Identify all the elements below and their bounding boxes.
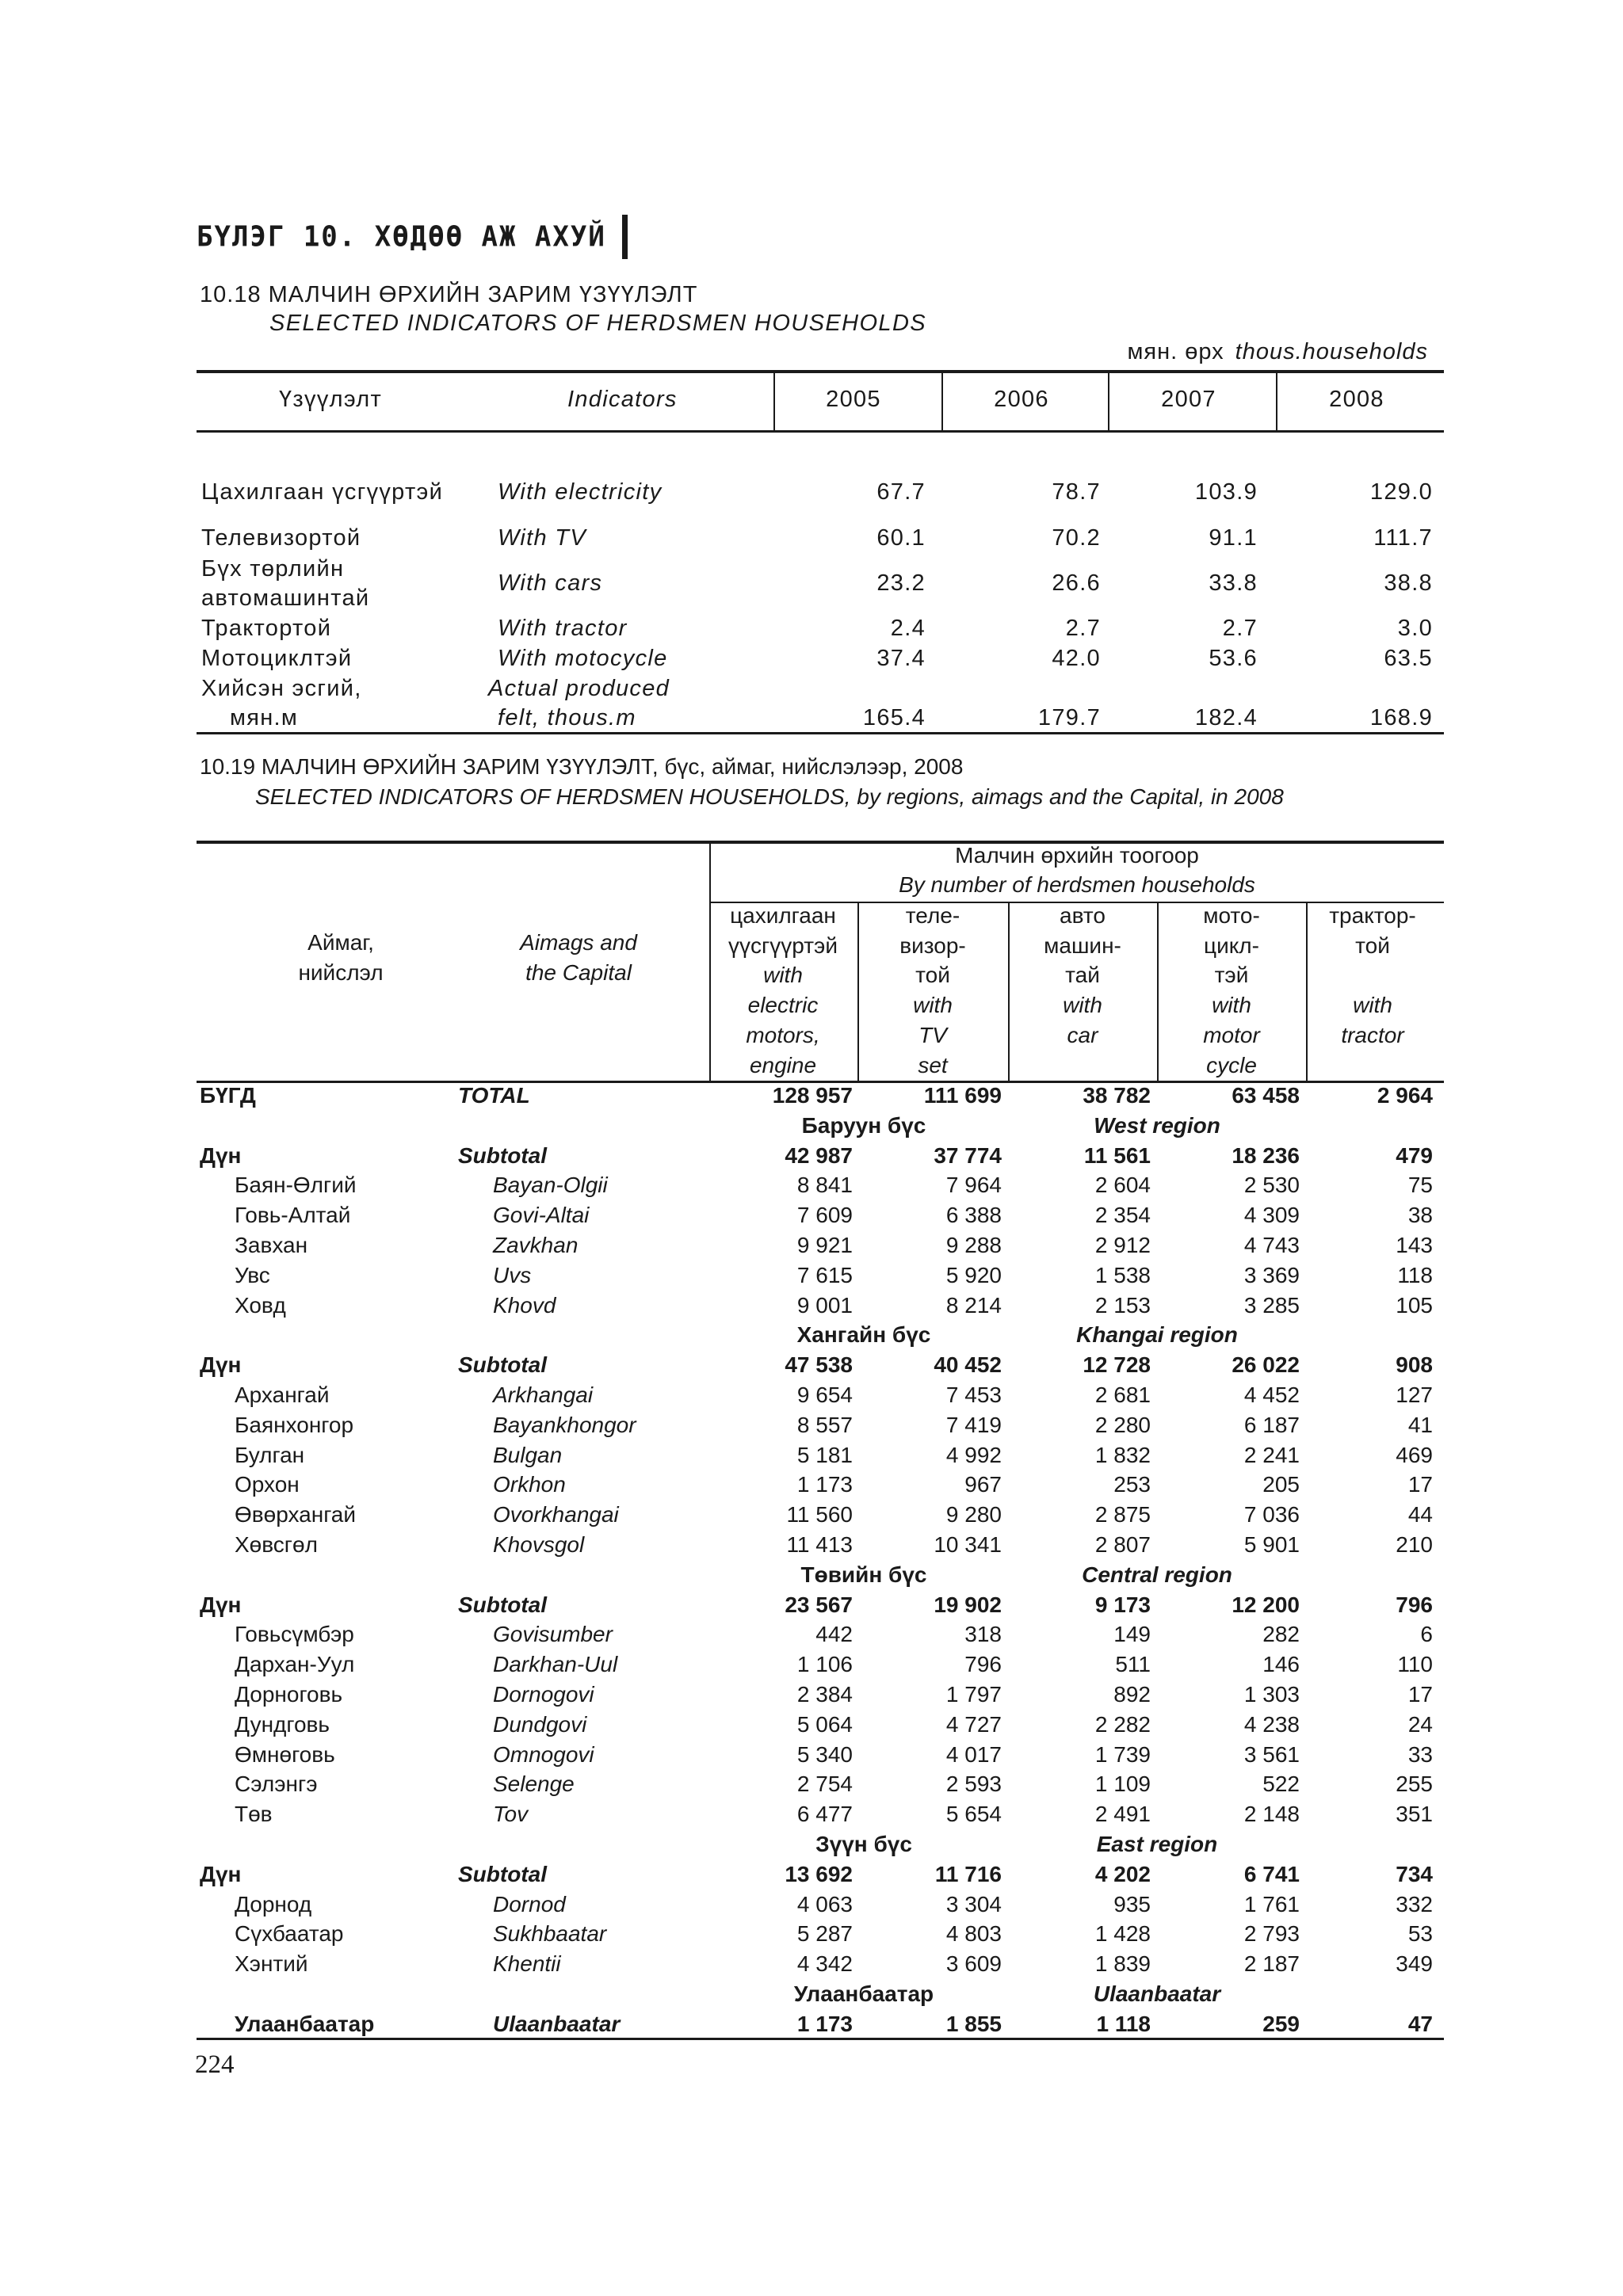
indicator-value: 3.0 <box>1397 616 1433 641</box>
table-cell-value: 53 <box>1407 1921 1433 1946</box>
column-header-line: цикл- <box>1204 933 1259 958</box>
indicator-value: 179.7 <box>1037 705 1101 730</box>
aimag-name-mn: Архангай <box>235 1383 330 1407</box>
table-cell-value: 105 <box>1396 1293 1433 1318</box>
table1-top-rule <box>197 370 1444 373</box>
aimag-name-en: Ovorkhangai <box>493 1502 619 1527</box>
region-name-en: Ulaanbaatar <box>1093 1981 1221 2006</box>
table-cell-value: 9 288 <box>945 1233 1002 1257</box>
table-cell-value: 11 560 <box>786 1502 853 1527</box>
header-year: 2006 <box>994 387 1049 412</box>
indicator-value: 2.7 <box>1222 616 1258 641</box>
table-cell-value: 47 538 <box>785 1352 853 1377</box>
indicator-value: 78.7 <box>1052 479 1101 505</box>
column-header-line: with <box>1063 993 1102 1017</box>
table-cell-value: 12 728 <box>1083 1352 1151 1377</box>
aimag-name-mn: Дархан-Уул <box>235 1652 355 1676</box>
subtotal-label-en: Subtotal <box>458 1143 547 1168</box>
table-cell-value: 2 793 <box>1243 1921 1300 1946</box>
table-cell-value: 24 <box>1407 1712 1433 1737</box>
aimag-name-en: Omnogovi <box>493 1742 594 1767</box>
aimag-name-mn: Говьсүмбэр <box>235 1622 354 1646</box>
table-cell-value: 5 064 <box>796 1712 853 1737</box>
table-cell-value: 2 280 <box>1094 1413 1151 1437</box>
table-cell-value: 47 <box>1407 2012 1433 2036</box>
header-group-en: By number of herdsmen households <box>899 872 1255 897</box>
table-cell-value: 796 <box>1396 1592 1433 1617</box>
table-cell-value: 1 109 <box>1094 1772 1151 1796</box>
table-cell-value: 1 106 <box>796 1652 853 1676</box>
indicator-label-en: With electricity <box>498 479 663 505</box>
indicator-value: 23.2 <box>876 570 926 596</box>
aimag-name-mn: Өвөрхангай <box>235 1502 357 1527</box>
table-cell-value: 479 <box>1396 1143 1433 1168</box>
aimag-name-en: Dornod <box>493 1892 566 1917</box>
table-cell-value: 2 681 <box>1094 1383 1151 1407</box>
table-cell-value: 522 <box>1262 1772 1300 1796</box>
table-cell-value: 351 <box>1396 1802 1433 1826</box>
table-cell-value: 4 238 <box>1243 1712 1300 1737</box>
indicator-label-en: With cars <box>498 570 603 596</box>
page-number: 224 <box>195 2050 235 2079</box>
table-cell-value: 1 839 <box>1094 1951 1151 1976</box>
table-cell-value: 7 419 <box>945 1413 1002 1437</box>
region-name-mn: Зүүн бүс <box>815 1832 912 1856</box>
indicator-value: 26.6 <box>1052 570 1101 596</box>
table-cell-value: 442 <box>815 1622 853 1646</box>
table-cell-value: 9 654 <box>796 1383 853 1407</box>
indicator-value: 111.7 <box>1373 525 1433 551</box>
indicator-value: 168.9 <box>1369 705 1433 730</box>
table-cell-value: 10 341 <box>934 1532 1002 1557</box>
aimag-name-mn: Сэлэнгэ <box>235 1772 318 1796</box>
chapter-header <box>197 214 628 260</box>
subtotal-label-en: Subtotal <box>458 1862 547 1886</box>
table-cell-value: 2 593 <box>945 1772 1002 1796</box>
table-cell-value: 7 453 <box>945 1383 1002 1407</box>
table-cell-value: 6 187 <box>1243 1413 1300 1437</box>
region-name-en: Central region <box>1082 1562 1232 1587</box>
indicator-label-en: With tractor <box>498 616 628 641</box>
column-header-line: тай <box>1065 963 1100 987</box>
column-header-line: tractor <box>1341 1023 1404 1047</box>
table-cell-value: 1 761 <box>1243 1892 1300 1917</box>
table-cell-value: 11 413 <box>786 1532 853 1557</box>
table-cell-value: 7 964 <box>945 1173 1002 1197</box>
table-cell-value: 332 <box>1396 1892 1433 1917</box>
table-cell-value: 5 181 <box>796 1443 853 1467</box>
header-year: 2005 <box>826 387 881 412</box>
column-header-line: цахилгаан <box>730 903 836 928</box>
aimag-name-en: Arkhangai <box>493 1383 594 1407</box>
aimag-name-en: Dornogovi <box>493 1682 594 1707</box>
table-cell-value: 3 304 <box>945 1892 1002 1917</box>
column-header-line: motor <box>1203 1023 1260 1047</box>
column-header-line: car <box>1067 1023 1098 1047</box>
indicator-value: 38.8 <box>1384 570 1433 596</box>
table-cell-value: 3 285 <box>1243 1293 1300 1318</box>
table1-subtitle: SELECTED INDICATORS OF HERDSMEN HOUSEHOLDS <box>269 311 927 336</box>
aimag-name-en: Selenge <box>493 1772 575 1796</box>
aimag-name-mn: Хөвсгөл <box>235 1532 318 1557</box>
table-cell-value: 9 001 <box>796 1293 853 1318</box>
aimag-name-mn: Баянхонгор <box>235 1413 354 1437</box>
table-cell-value: 146 <box>1262 1652 1300 1676</box>
aimag-name-mn: Ховд <box>235 1293 286 1318</box>
table-cell-value: 3 369 <box>1243 1263 1300 1287</box>
indicator-label-en-cont: felt, thous.m <box>498 705 636 730</box>
table-cell-value: 4 202 <box>1094 1862 1151 1886</box>
table2-title: 10.19 МАЛЧИН ӨРХИЙН ЗАРИМ ҮЗҮҮЛЭЛТ, бүс, аймаг, нийслэлээр, 2008 <box>200 754 964 779</box>
indicator-label-en: With TV <box>498 525 586 551</box>
table-cell-value: 6 388 <box>945 1203 1002 1227</box>
aimag-name-en: Tov <box>493 1802 529 1826</box>
table-cell-value: 511 <box>1115 1652 1151 1676</box>
aimag-name-en: Bayan-Olgii <box>493 1173 608 1197</box>
table-cell-value: 2 384 <box>796 1682 853 1707</box>
aimag-name-mn: Орхон <box>235 1472 300 1497</box>
header-aimag-mn-cont: нийслэл <box>298 960 384 985</box>
region-name-en: West region <box>1094 1113 1220 1138</box>
region-name-en: East region <box>1096 1832 1218 1856</box>
region-name-mn: Төвийн бүс <box>800 1562 927 1587</box>
capital-label-mn: Улаанбаатар <box>235 2012 375 2036</box>
aimag-name-mn: Өмнөговь <box>235 1742 335 1767</box>
table-cell-value: 17 <box>1407 1682 1433 1707</box>
aimag-name-en: Darkhan-Uul <box>493 1652 618 1676</box>
indicator-value: 2.4 <box>890 616 926 641</box>
table-cell-value: 7 036 <box>1243 1502 1300 1527</box>
table-cell-value: 2 912 <box>1094 1233 1151 1257</box>
indicator-value: 60.1 <box>876 525 926 551</box>
table-cell-value: 38 <box>1407 1203 1433 1227</box>
table-cell-value: 18 236 <box>1232 1143 1300 1168</box>
aimag-name-mn: Төв <box>235 1802 273 1826</box>
table-cell-value: 908 <box>1396 1352 1433 1377</box>
table1-units <box>1127 339 1428 365</box>
table-cell-value: 8 841 <box>796 1173 853 1197</box>
region-name-mn: Хангайн бүс <box>796 1322 931 1347</box>
column-header-line: машин- <box>1044 933 1121 958</box>
table-cell-value: 17 <box>1407 1472 1433 1497</box>
column-header-line: үүсгүүртэй <box>728 933 838 958</box>
table-cell-value: 6 741 <box>1243 1862 1300 1886</box>
aimag-name-en: Khovsgol <box>493 1532 585 1557</box>
indicator-value: 103.9 <box>1194 479 1258 505</box>
aimag-name-mn: Дорнод <box>235 1892 312 1917</box>
table-cell-value: 41 <box>1407 1413 1433 1437</box>
table-cell-value: 3 609 <box>945 1951 1002 1976</box>
table-cell-value: 1 173 <box>796 2012 853 2036</box>
table-cell-value: 4 309 <box>1243 1203 1300 1227</box>
units-mn: мян. өрх <box>1127 339 1224 364</box>
table1-bottom-rule <box>197 732 1444 734</box>
indicator-value: 91.1 <box>1209 525 1258 551</box>
table-cell-value: 1 538 <box>1094 1263 1151 1287</box>
table-cell-value: 4 063 <box>796 1892 853 1917</box>
table-cell-value: 1 118 <box>1096 2012 1151 2036</box>
column-header-line: cycle <box>1206 1053 1257 1077</box>
aimag-name-mn: Баян-Өлгий <box>235 1173 357 1197</box>
table-cell-value: 75 <box>1407 1173 1433 1197</box>
column-header-line: трактор- <box>1329 903 1416 928</box>
table-cell-value: 2 491 <box>1094 1802 1151 1826</box>
table-cell-value: 118 <box>1397 1263 1433 1287</box>
table-cell-value: 318 <box>964 1622 1002 1646</box>
aimag-name-en: Bayankhongor <box>493 1413 636 1437</box>
column-header-line: with <box>1353 993 1392 1017</box>
table-cell-value: 4 803 <box>945 1921 1002 1946</box>
table-cell-value: 44 <box>1407 1502 1433 1527</box>
column-header-line: with <box>763 963 803 987</box>
table2-bottom-rule <box>197 2038 1444 2040</box>
column-header-line: electric <box>747 993 819 1017</box>
table-cell-value: 5 920 <box>945 1263 1002 1287</box>
indicator-value: 53.6 <box>1209 646 1258 671</box>
subtotal-label-en: Subtotal <box>458 1592 547 1617</box>
table-cell-value: 255 <box>1396 1772 1433 1796</box>
table-cell-value: 3 561 <box>1243 1742 1300 1767</box>
region-name-mn: Баруун бүс <box>801 1113 926 1138</box>
aimag-name-en: Uvs <box>493 1263 532 1287</box>
table-cell-value: 4 342 <box>796 1951 853 1976</box>
indicator-value: 67.7 <box>876 479 926 505</box>
indicator-label-mn-cont: автомашинтай <box>201 585 370 611</box>
indicator-value: 33.8 <box>1209 570 1258 596</box>
column-header-line: motors, <box>746 1023 820 1047</box>
table-cell-value: 4 727 <box>945 1712 1002 1737</box>
column-header-line: with <box>1212 993 1251 1017</box>
aimag-name-mn: Булган <box>235 1443 305 1467</box>
table-cell-value: 6 477 <box>796 1802 853 1826</box>
region-name-mn: Улаанбаатар <box>793 1981 934 2006</box>
header-aimag-mn: Аймаг, <box>307 930 374 955</box>
table-cell-value: 38 782 <box>1083 1083 1151 1108</box>
aimag-name-mn: Увс <box>235 1263 270 1287</box>
column-header-line: мото- <box>1203 903 1260 928</box>
header-year: 2007 <box>1161 387 1216 412</box>
subtotal-label-mn: Дүн <box>200 1352 242 1377</box>
table-cell-value: 11 561 <box>1083 1143 1151 1168</box>
table-cell-value: 2 964 <box>1377 1083 1433 1108</box>
table-cell-value: 19 902 <box>934 1592 1002 1617</box>
region-name-en: Khangai region <box>1076 1322 1238 1347</box>
indicator-label-mn-cont: мян.м <box>230 705 299 730</box>
table-cell-value: 7 609 <box>796 1203 853 1227</box>
indicator-value: 2.7 <box>1065 616 1101 641</box>
table-cell-value: 2 875 <box>1094 1502 1151 1527</box>
indicator-label-en: Actual produced <box>488 676 670 701</box>
table-cell-value: 2 354 <box>1094 1203 1151 1227</box>
table-cell-value: 253 <box>1113 1472 1151 1497</box>
table-cell-value: 4 452 <box>1243 1383 1300 1407</box>
header-indicators-mn: Үзүүлэлт <box>279 387 383 412</box>
subtotal-label-mn: Дүн <box>200 1862 242 1886</box>
indicator-label-mn: Мотоциклтэй <box>201 646 353 671</box>
table-cell-value: 63 458 <box>1232 1083 1300 1108</box>
table-cell-value: 12 200 <box>1232 1592 1300 1617</box>
indicator-label-mn: Хийсэн эсгий, <box>201 676 362 701</box>
indicator-value: 182.4 <box>1194 705 1258 730</box>
table-cell-value: 23 567 <box>785 1592 853 1617</box>
indicator-label-en: With motocycle <box>498 646 668 671</box>
table-cell-value: 9 280 <box>945 1502 1002 1527</box>
indicator-label-mn: Бүх төрлийн <box>201 556 345 582</box>
total-label-mn: БҮГД <box>200 1083 256 1108</box>
header-year: 2008 <box>1329 387 1384 412</box>
table-cell-value: 1 173 <box>796 1472 853 1497</box>
table-cell-value: 2 807 <box>1094 1532 1151 1557</box>
table-cell-value: 37 774 <box>934 1143 1002 1168</box>
column-header-line: визор- <box>899 933 966 958</box>
header-aimag-en-cont: the Capital <box>525 960 632 985</box>
aimag-name-mn: Дундговь <box>235 1712 330 1737</box>
table-cell-value: 205 <box>1262 1472 1300 1497</box>
column-header-line: той <box>1355 933 1390 958</box>
table-cell-value: 1 797 <box>945 1682 1002 1707</box>
units-en: thous.households <box>1235 339 1428 364</box>
aimag-name-mn: Дорноговь <box>235 1682 343 1707</box>
column-header-line: тэй <box>1214 963 1249 987</box>
table-cell-value: 7 615 <box>796 1263 853 1287</box>
subtotal-label-en: Subtotal <box>458 1352 547 1377</box>
table-cell-value: 4 992 <box>945 1443 1002 1467</box>
table-cell-value: 1 303 <box>1243 1682 1300 1707</box>
aimag-name-mn: Сүхбаатар <box>235 1921 344 1946</box>
table-cell-value: 42 987 <box>785 1143 853 1168</box>
table-cell-value: 259 <box>1262 2012 1300 2036</box>
table-cell-value: 2 282 <box>1094 1712 1151 1737</box>
indicator-label-mn: Цахилгаан үсгүүртэй <box>201 479 444 505</box>
indicator-value: 70.2 <box>1052 525 1101 551</box>
subtotal-label-mn: Дүн <box>200 1143 242 1168</box>
column-header-line: engine <box>749 1053 817 1077</box>
table1-header-rule <box>197 430 1444 433</box>
aimag-name-en: Sukhbaatar <box>493 1921 607 1946</box>
table-cell-value: 5 901 <box>1243 1532 1300 1557</box>
table-cell-value: 2 530 <box>1243 1173 1300 1197</box>
table-cell-value: 5 340 <box>796 1742 853 1767</box>
table-cell-value: 967 <box>964 1472 1002 1497</box>
indicator-label-mn: Телевизортой <box>201 525 361 551</box>
header-aimag-en: Aimags and <box>520 930 637 955</box>
table-cell-value: 282 <box>1262 1622 1300 1646</box>
aimag-name-mn: Завхан <box>235 1233 308 1257</box>
table-cell-value: 2 148 <box>1243 1802 1300 1826</box>
column-header-line: with <box>913 993 953 1017</box>
table-cell-value: 1 832 <box>1094 1443 1151 1467</box>
table-cell-value: 9 921 <box>796 1233 853 1257</box>
table-cell-value: 935 <box>1113 1892 1151 1917</box>
table-cell-value: 11 716 <box>934 1862 1002 1886</box>
indicator-label-mn: Трактортой <box>201 616 332 641</box>
table-cell-value: 9 173 <box>1094 1592 1151 1617</box>
table-cell-value: 1 428 <box>1094 1921 1151 1946</box>
table-cell-value: 2 241 <box>1243 1443 1300 1467</box>
table-cell-value: 111 699 <box>923 1083 1002 1108</box>
table-cell-value: 110 <box>1397 1652 1433 1676</box>
column-header-line: set <box>918 1053 948 1077</box>
indicator-value: 63.5 <box>1384 646 1433 671</box>
table-cell-value: 26 022 <box>1232 1352 1300 1377</box>
total-label-en: TOTAL <box>458 1083 530 1108</box>
header-indicators-en: Indicators <box>567 387 678 412</box>
chapter-title: БҮЛЭГ 10. ХӨДӨӨ АЖ АХУЙ <box>197 220 606 254</box>
chapter-bar-decoration <box>622 215 628 259</box>
column-header-line: той <box>915 963 950 987</box>
indicator-value: 165.4 <box>862 705 926 730</box>
header-group-mn: Малчин өрхийн тоогоор <box>955 843 1199 868</box>
table2-subtitle: SELECTED INDICATORS OF HERDSMEN HOUSEHOLDS, by regions, aimags and the Capital, in 2008 <box>255 784 1284 809</box>
indicator-value: 129.0 <box>1369 479 1433 505</box>
table-cell-value: 33 <box>1407 1742 1433 1767</box>
table1-title: 10.18 МАЛЧИН ӨРХИЙН ЗАРИМ ҮЗҮҮЛЭЛТ <box>200 282 698 307</box>
table-cell-value: 13 692 <box>785 1862 853 1886</box>
column-header-line: TV <box>918 1023 947 1047</box>
table-cell-value: 8 557 <box>796 1413 853 1437</box>
indicator-value: 37.4 <box>876 646 926 671</box>
table-cell-value: 127 <box>1396 1383 1433 1407</box>
aimag-name-en: Govisumber <box>493 1622 613 1646</box>
table-cell-value: 210 <box>1396 1532 1433 1557</box>
table-cell-value: 734 <box>1396 1862 1433 1886</box>
aimag-name-en: Khovd <box>493 1293 556 1318</box>
table-cell-value: 892 <box>1113 1682 1151 1707</box>
table2-column-divider <box>1008 903 1010 1081</box>
table-cell-value: 143 <box>1396 1233 1433 1257</box>
table-cell-value: 2 754 <box>796 1772 853 1796</box>
aimag-name-en: Khentii <box>493 1951 561 1976</box>
aimag-name-en: Bulgan <box>493 1443 563 1467</box>
aimag-name-en: Dundgovi <box>493 1712 587 1737</box>
column-header-line: теле- <box>905 903 960 928</box>
table-cell-value: 128 957 <box>772 1083 853 1108</box>
table-cell-value: 8 214 <box>945 1293 1002 1318</box>
table-cell-value: 2 187 <box>1243 1951 1300 1976</box>
subtotal-label-mn: Дүн <box>200 1592 242 1617</box>
table-cell-value: 4 743 <box>1243 1233 1300 1257</box>
table-cell-value: 469 <box>1396 1443 1433 1467</box>
aimag-name-mn: Хэнтий <box>235 1951 308 1976</box>
indicator-value: 42.0 <box>1052 646 1101 671</box>
table-cell-value: 40 452 <box>934 1352 1002 1377</box>
table-cell-value: 2 153 <box>1094 1293 1151 1318</box>
table-cell-value: 1 855 <box>945 2012 1002 2036</box>
aimag-name-en: Govi-Altai <box>493 1203 590 1227</box>
table-cell-value: 2 604 <box>1094 1173 1151 1197</box>
table-cell-value: 149 <box>1113 1622 1151 1646</box>
table-cell-value: 4 017 <box>945 1742 1002 1767</box>
table-cell-value: 5 654 <box>945 1802 1002 1826</box>
table-cell-value: 6 <box>1420 1622 1433 1646</box>
table-cell-value: 5 287 <box>796 1921 853 1946</box>
aimag-name-en: Orkhon <box>493 1472 566 1497</box>
aimag-name-mn: Говь-Алтай <box>235 1203 351 1227</box>
table-cell-value: 349 <box>1396 1951 1433 1976</box>
column-header-line: авто <box>1060 903 1106 928</box>
capital-label-en: Ulaanbaatar <box>493 2012 621 2036</box>
table-cell-value: 1 739 <box>1094 1742 1151 1767</box>
aimag-name-en: Zavkhan <box>493 1233 579 1257</box>
table-cell-value: 796 <box>964 1652 1002 1676</box>
